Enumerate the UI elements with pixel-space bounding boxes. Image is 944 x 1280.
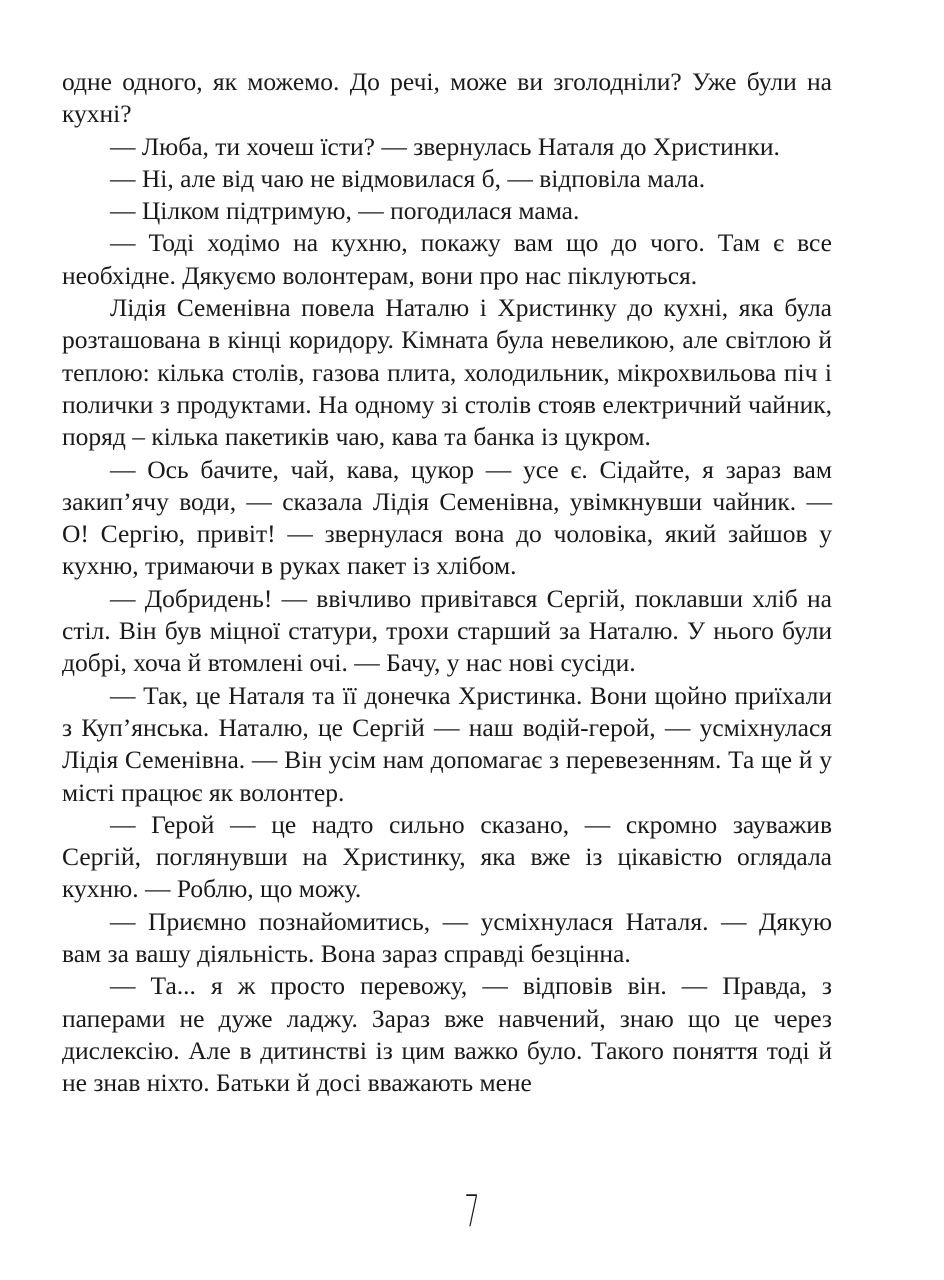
body-text: [62, 66, 832, 1100]
paragraph: — Та... я ж просто перевожу, — відповів він. — Правда, з паперами не дуже ладжу. Зараз вже навчений, знаю що це через дислексію. Але в дитинстві із цим важко було. Такого поняття тоді й не знав ніхто. Батьки й досі вважають мене: [62, 971, 832, 1098]
paragraph: — Так, це Наталя та її донечка Христинка. Вони щойно приїхали з Куп’янська. Наталю, це Сергій — наш водій-герой, — усміхнулася Лідія Семенівна. — Він усім нам допомагає з перевезенням. Та ще й у місті працює як волонтер.: [62, 680, 832, 807]
paragraph: — Добридень! — ввічливо привітався Сергій, поклавши хліб на стіл. Він був міцної статури, трохи старший за Наталю. У нього були добрі, хоча й втомлені очі. — Бачу, у нас нові сусіди.: [62, 583, 832, 678]
paragraph: — Люба, ти хочеш їсти? — звернулась Наталя до Христинки.: [110, 131, 780, 161]
paragraph: — Ні, але від чаю не відмовилася б, — відповіла мала.: [110, 163, 706, 193]
paragraph: — Ось бачите, чай, кава, цукор — усе є. Сідайте, я зараз вам закип’ячу води, — сказала Лідія Семенівна, увімкнувши чайник. — О! Сергію, привіт! — звернулася вона до чоловіка, який зайшов у кухню, тримаючи в руках пакет із хлібом.: [62, 454, 832, 581]
paragraph: — Герой — це надто сильно сказано, — скромно зауважив Сергій, поглянувши на Христинку, яка вже із цікавістю оглядала кухню. — Роблю, що можу.: [62, 809, 832, 904]
paragraph: — Приємно познайомитись, — усміхнулася Наталя. — Дякую вам за вашу діяльність. Вона зараз справді безцінна.: [62, 906, 832, 969]
paragraph: — Цілком підтримую, — погодилася мама.: [110, 196, 580, 226]
paragraph: Лідія Семенівна повела Наталю і Христинку до кухні, яка була розташована в кінці коридору. Кімната була невеликою, але світлою й теплою: кілька столів, газова плита, холодильник, мікрохвильова піч і полички з продуктами. На одному зі столів стояв електричний чайник, поряд – кілька пакетиків чаю, кава та банка із цукром.: [62, 293, 832, 452]
paragraph: одне одного, як можемо. До речі, може ви зголодніли? Уже були на кухні?: [62, 67, 832, 129]
paragraph: — Тоді ходімо на кухню, покажу вам що до чого. Там є все необхідне. Дякуємо волонтерам, вони про нас піклуються.: [62, 228, 832, 290]
page-number: 7: [464, 1186, 480, 1237]
